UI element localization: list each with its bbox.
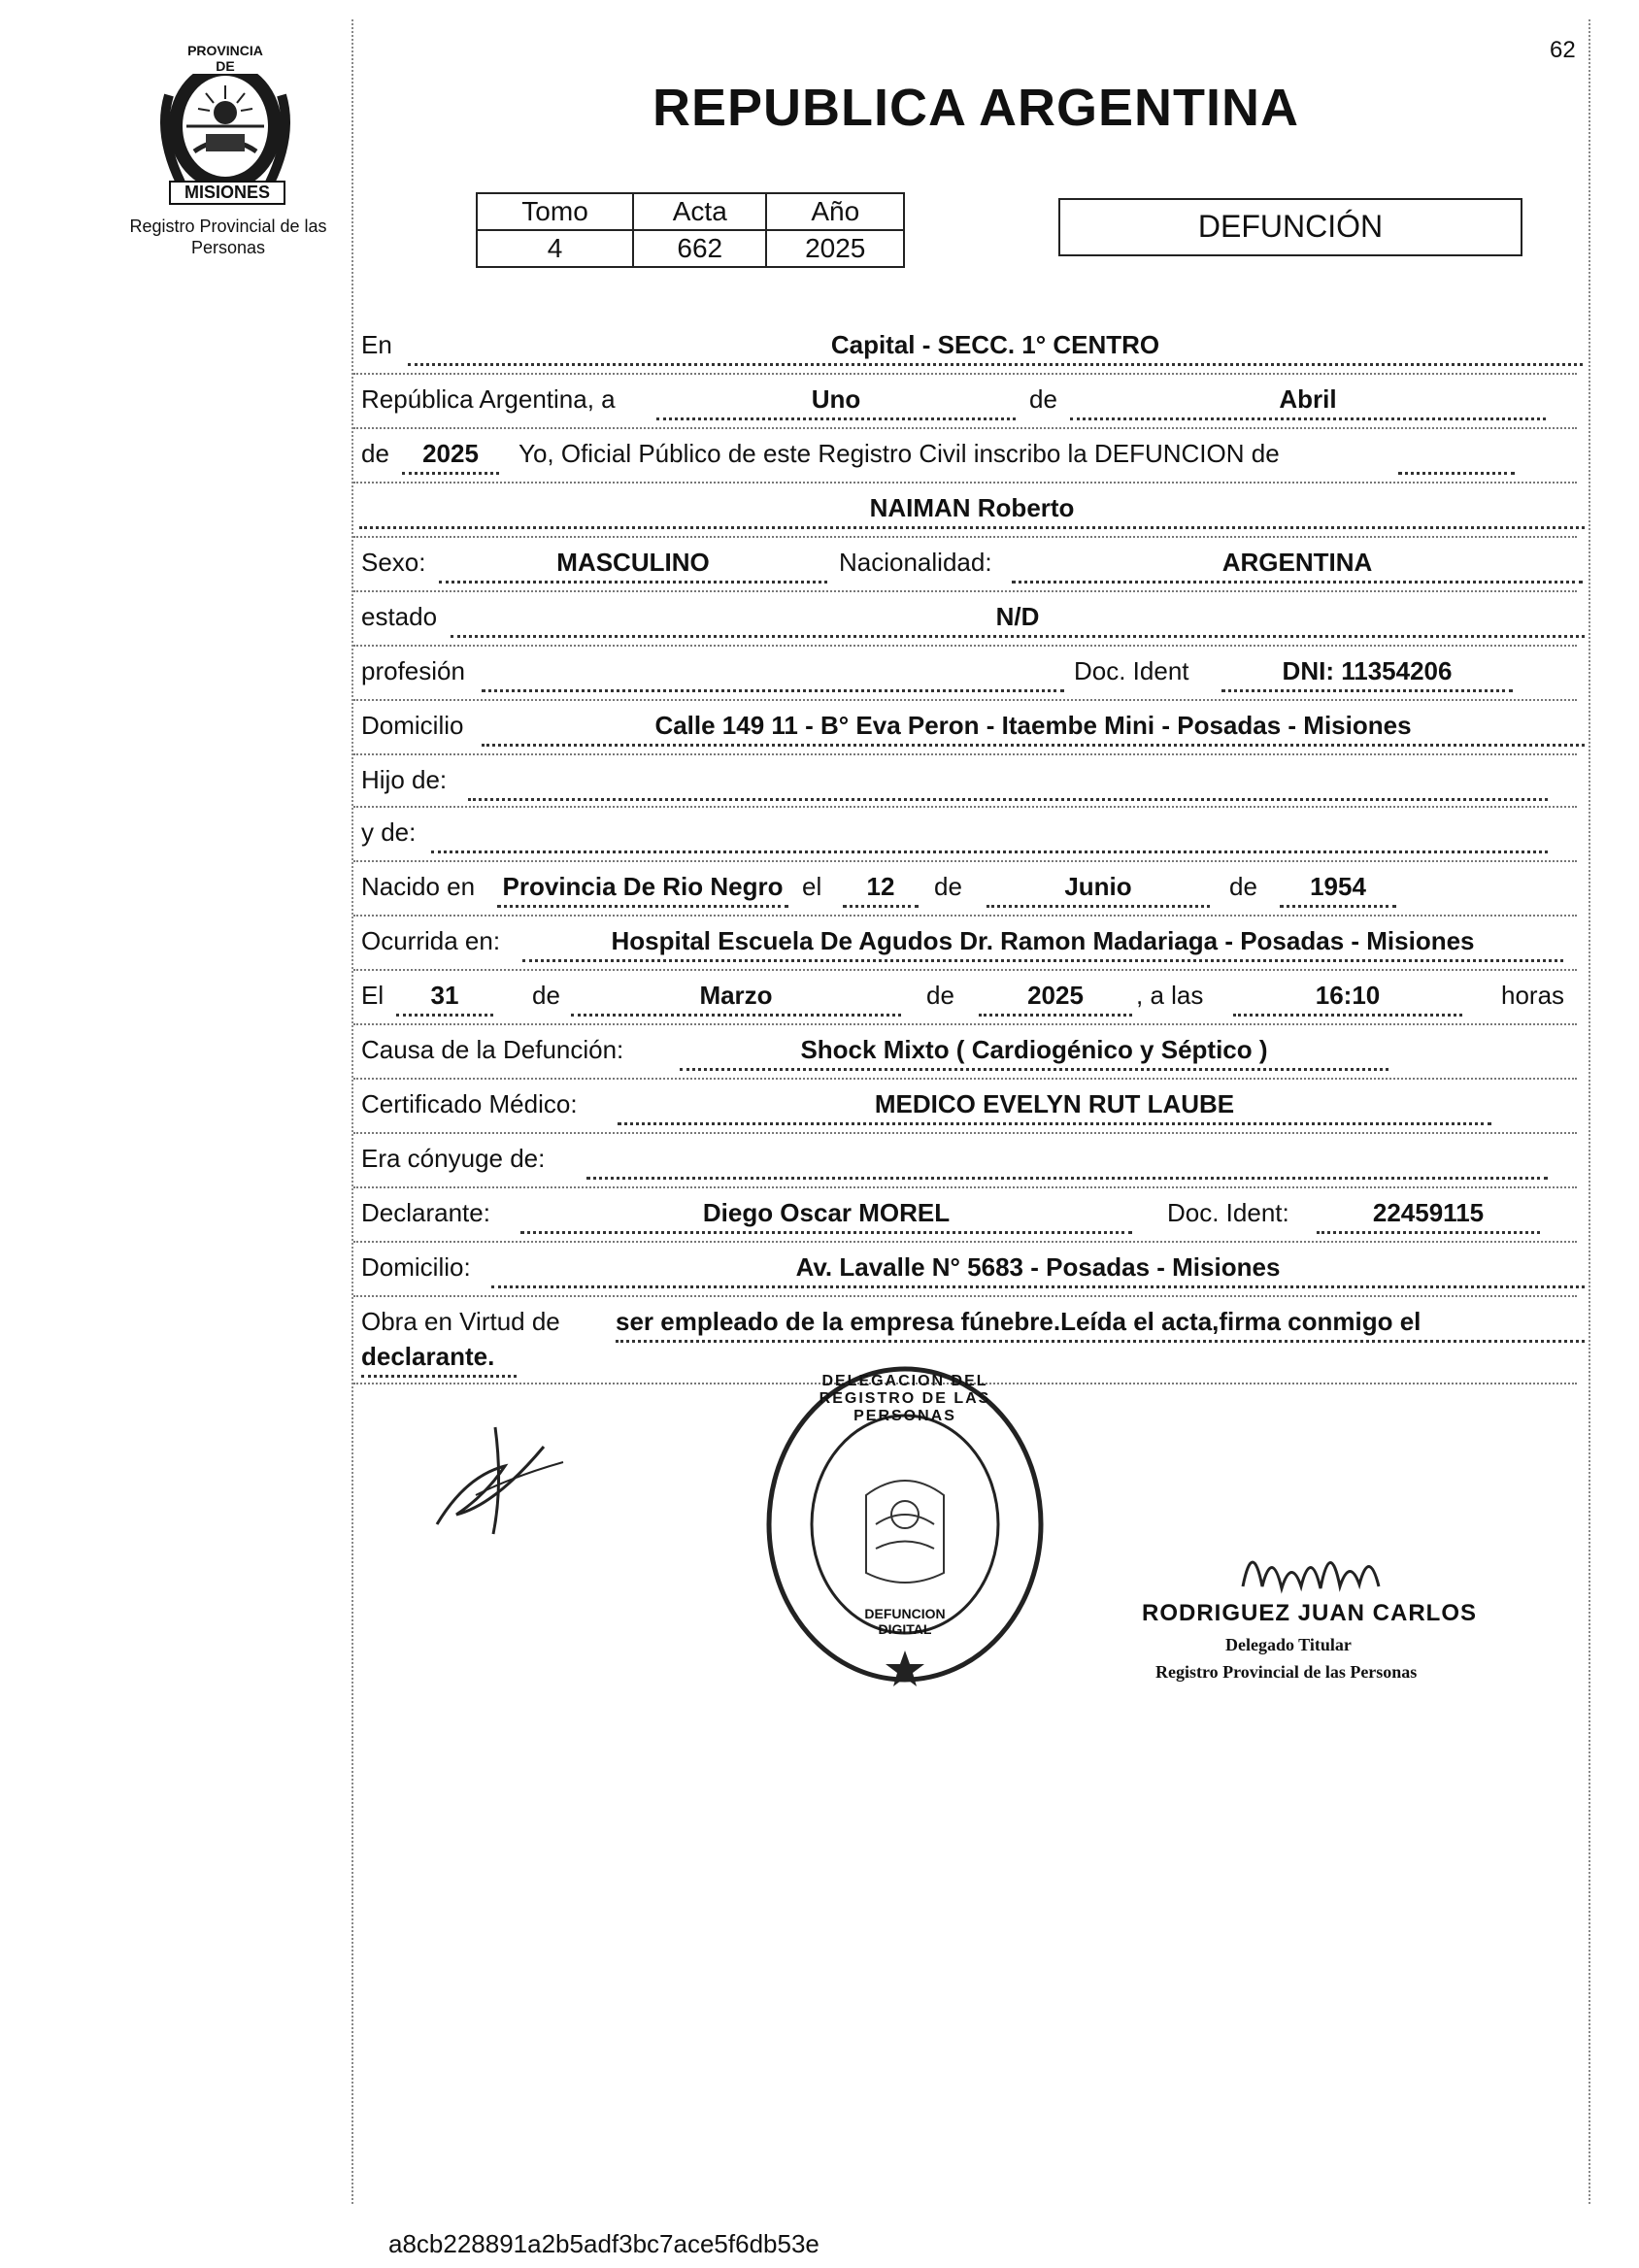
value-decl-doc: 22459115 [1317,1198,1540,1234]
label-causa: Causa de la Defunción: [361,1035,624,1064]
header-acta: Acta [633,193,766,230]
document-hash: a8cb228891a2b5adf3bc7ace5f6db53e [388,2229,820,2258]
value-obra-line2: declarante. [361,1342,517,1378]
record-table-values [477,230,904,267]
value-year: 2025 [402,439,499,475]
row-separator [353,969,1577,971]
value-acta: 662 [633,230,766,267]
label-obra: Obra en Virtud de [361,1307,560,1336]
value-causa: Shock Mixto ( Cardiogénico y Séptico ) [680,1035,1388,1071]
left-margin-line [351,19,353,2204]
value-death-month: Marzo [571,981,901,1017]
label-nacionalidad: Nacionalidad: [839,548,992,577]
record-table [476,192,905,268]
page-number: 62 [1550,37,1576,63]
row-separator [353,753,1577,755]
row-separator [353,915,1577,917]
header-ano: Año [766,193,904,230]
row-separator [353,373,1577,375]
value-birth-year: 1954 [1280,872,1396,908]
record-table-header [477,193,904,230]
value-birth-month: Junio [987,872,1210,908]
label-hijo-de: Hijo de: [361,765,448,794]
label-death-de1: de [532,981,560,1010]
right-margin-line [1589,19,1590,2204]
value-nacionalidad: ARGENTINA [1012,548,1583,584]
label-death-de2: de [926,981,954,1010]
label-nacido: Nacido en [361,872,476,901]
header-tomo: Tomo [477,193,633,230]
value-oficial-blank [1398,439,1515,475]
value-sexo: MASCULINO [439,548,827,584]
seal-inner-text: DEFUNCION DIGITAL [864,1606,946,1637]
value-obra-line1: ser empleado de la empresa fúnebre.Leída el acta,firma conmigo el [616,1307,1585,1343]
row-separator [353,1186,1577,1188]
label-birth-de1: de [934,872,962,901]
value-ocurrida: Hospital Escuela De Agudos Dr. Ramon Madariaga - Posadas - Misiones [522,926,1563,962]
official-office: Registro Provincial de las Personas [1155,1662,1418,1682]
row-separator [353,1132,1577,1134]
row-separator [353,482,1577,484]
province-emblem [148,37,303,204]
value-profesion [482,656,1064,692]
label-horas: horas [1501,981,1565,1010]
row-separator [353,536,1577,538]
value-deceased-name: NAIMAN Roberto [359,493,1585,529]
label-profesion: profesión [361,656,465,685]
label-republica: República Argentina, a [361,384,616,414]
seal-ring-text: DELEGACION DEL REGISTRO DE LAS PERSONAS [819,1373,991,1424]
row-separator [353,699,1577,701]
label-domicilio2: Domicilio: [361,1252,471,1282]
row-separator [353,1023,1577,1025]
value-tomo: 4 [477,230,633,267]
label-el2: El [361,981,385,1010]
value-death-year: 2025 [979,981,1132,1017]
label-doc-ident: Doc. Ident [1074,656,1189,685]
value-death-day: 31 [396,981,493,1017]
value-domicilio: Calle 149 11 - B° Eva Peron - Itaembe Mini - Posadas - Misiones [482,711,1585,747]
value-doc-ident: DNI: 11354206 [1221,656,1513,692]
label-sexo: Sexo: [361,548,426,577]
value-day: Uno [656,384,1016,420]
value-certificado: MEDICO EVELYN RUT LAUBE [618,1089,1491,1125]
official-signature [1233,1528,1427,1606]
label-decl-doc: Doc. Ident: [1167,1198,1289,1227]
official-name: RODRIGUEZ JUAN CARLOS [1142,1600,1478,1626]
value-y-de [431,817,1548,853]
label-y-de: y de: [361,817,417,847]
record-type-box: DEFUNCIÓN [1058,198,1522,256]
row-separator [353,645,1577,647]
label-ocurrida: Ocurrida en: [361,926,501,955]
value-hijo-de [468,765,1548,801]
declarant-signature [427,1418,573,1544]
row-separator [353,1241,1577,1243]
value-nacido: Provincia De Rio Negro [497,872,788,908]
row-separator [353,427,1577,429]
label-certificado: Certificado Médico: [361,1089,578,1118]
label-year-de: de [361,439,389,468]
label-estado: estado [361,602,438,631]
text-oficial: Yo, Oficial Público de este Registro Civil inscribo la DEFUNCION de [518,439,1280,468]
value-en: Capital - SECC. 1° CENTRO [408,330,1583,366]
official-role: Delegado Titular [1225,1635,1352,1654]
emblem-text-top: PROVINCIA DE [179,43,272,74]
label-domicilio: Domicilio [361,711,464,740]
value-conyuge [586,1144,1548,1180]
value-birth-day: 12 [843,872,919,908]
page-title: REPUBLICA ARGENTINA [652,79,1299,137]
label-el: el [802,872,822,901]
label-declarante: Declarante: [361,1198,490,1227]
label-birth-de2: de [1229,872,1257,901]
row-separator [353,860,1577,862]
row-separator [353,1295,1577,1297]
label-de: de [1029,384,1057,414]
label-a-las: , a las [1136,981,1204,1010]
row-separator [353,590,1577,592]
official-seal [759,1359,1051,1689]
row-separator [353,1078,1577,1080]
registry-label: Registro Provincial de las Personas [129,217,327,257]
value-ano: 2025 [766,230,904,267]
value-month: Abril [1070,384,1546,420]
value-declarante: Diego Oscar MOREL [520,1198,1132,1234]
label-conyuge: Era cónyuge de: [361,1144,546,1173]
row-separator [353,806,1577,808]
emblem-text-bottom: MISIONES [169,181,285,205]
value-death-time: 16:10 [1233,981,1462,1017]
value-estado: N/D [451,602,1585,638]
value-domicilio2: Av. Lavalle N° 5683 - Posadas - Misiones [491,1252,1585,1288]
label-en: En [361,330,392,359]
